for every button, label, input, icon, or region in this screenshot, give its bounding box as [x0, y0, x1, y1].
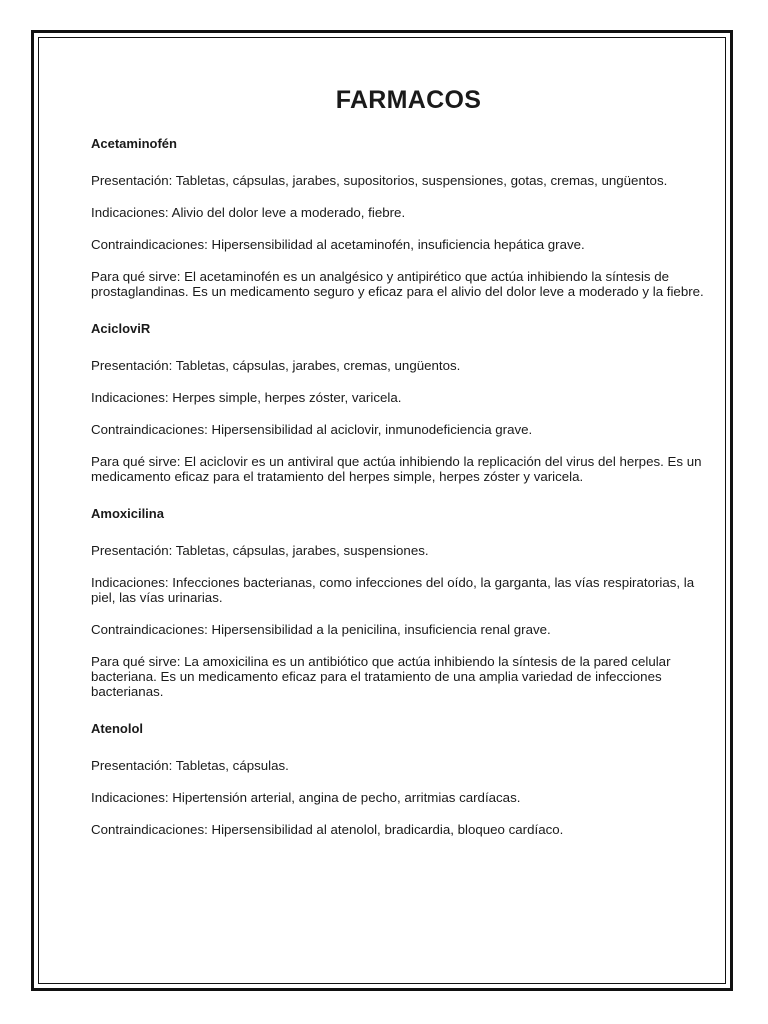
drug-presentacion: Presentación: Tabletas, cápsulas.: [91, 758, 289, 773]
drug-name: Amoxicilina: [91, 506, 164, 521]
drug-name: Atenolol: [91, 721, 143, 736]
drug-contraindicaciones: Contraindicaciones: Hipersensibilidad a la penicilina, insuficiencia renal grave.: [91, 622, 551, 637]
drug-section-aciclovir: [91, 321, 706, 484]
drug-contraindicaciones: Contraindicaciones: Hipersensibilidad al aciclovir, inmunodeficiencia grave.: [91, 422, 533, 437]
drug-presentacion: Presentación: Tabletas, cápsulas, jarabes, supositorios, suspensiones, gotas, cremas, ungüentos.: [91, 173, 668, 188]
drug-para-que-sirve: Para qué sirve: El aciclovir es un antiviral que actúa inhibiendo la replicación del virus del herpes. Es un medicamento eficaz para el tratamiento del herpes simple, herpes zóster y varicela.: [91, 454, 702, 484]
drug-indicaciones: Indicaciones: Hipertensión arterial, angina de pecho, arritmias cardíacas.: [91, 790, 521, 805]
drug-indicaciones: Indicaciones: Alivio del dolor leve a moderado, fiebre.: [91, 205, 406, 220]
drug-para-que-sirve: Para qué sirve: El acetaminofén es un analgésico y antipirético que actúa inhibiendo la síntesis de prostaglandinas. Es un medicamento seguro y eficaz para el alivio del dolor leve a moderado y la fiebre.: [91, 269, 704, 299]
drug-section-amoxicilina: [91, 506, 706, 699]
drug-indicaciones: Indicaciones: Herpes simple, herpes zóster, varicela.: [91, 390, 402, 405]
drug-presentacion: Presentación: Tabletas, cápsulas, jarabes, suspensiones.: [91, 543, 429, 558]
drug-indicaciones: Indicaciones: Infecciones bacterianas, como infecciones del oído, la garganta, las vías respiratorias, la piel, las vías urinarias.: [91, 575, 695, 605]
drug-section-acetaminofen: [91, 136, 706, 299]
drug-presentacion: Presentación: Tabletas, cápsulas, jarabes, cremas, ungüentos.: [91, 358, 461, 373]
drug-name: AcicloviR: [91, 321, 151, 336]
drug-name: Acetaminofén: [91, 136, 177, 151]
document-content: [91, 84, 706, 859]
drug-para-que-sirve: Para qué sirve: La amoxicilina es un antibiótico que actúa inhibiendo la síntesis de la pared celular bacteriana. Es un medicamento eficaz para el tratamiento de una amplia variedad de infecciones bacterianas.: [91, 654, 671, 699]
page-title: FARMACOS: [335, 86, 482, 114]
drug-contraindicaciones: Contraindicaciones: Hipersensibilidad al acetaminofén, insuficiencia hepática grave.: [91, 237, 585, 252]
drug-contraindicaciones: Contraindicaciones: Hipersensibilidad al atenolol, bradicardia, bloqueo cardíaco.: [91, 822, 564, 837]
drug-section-atenolol: [91, 721, 706, 837]
